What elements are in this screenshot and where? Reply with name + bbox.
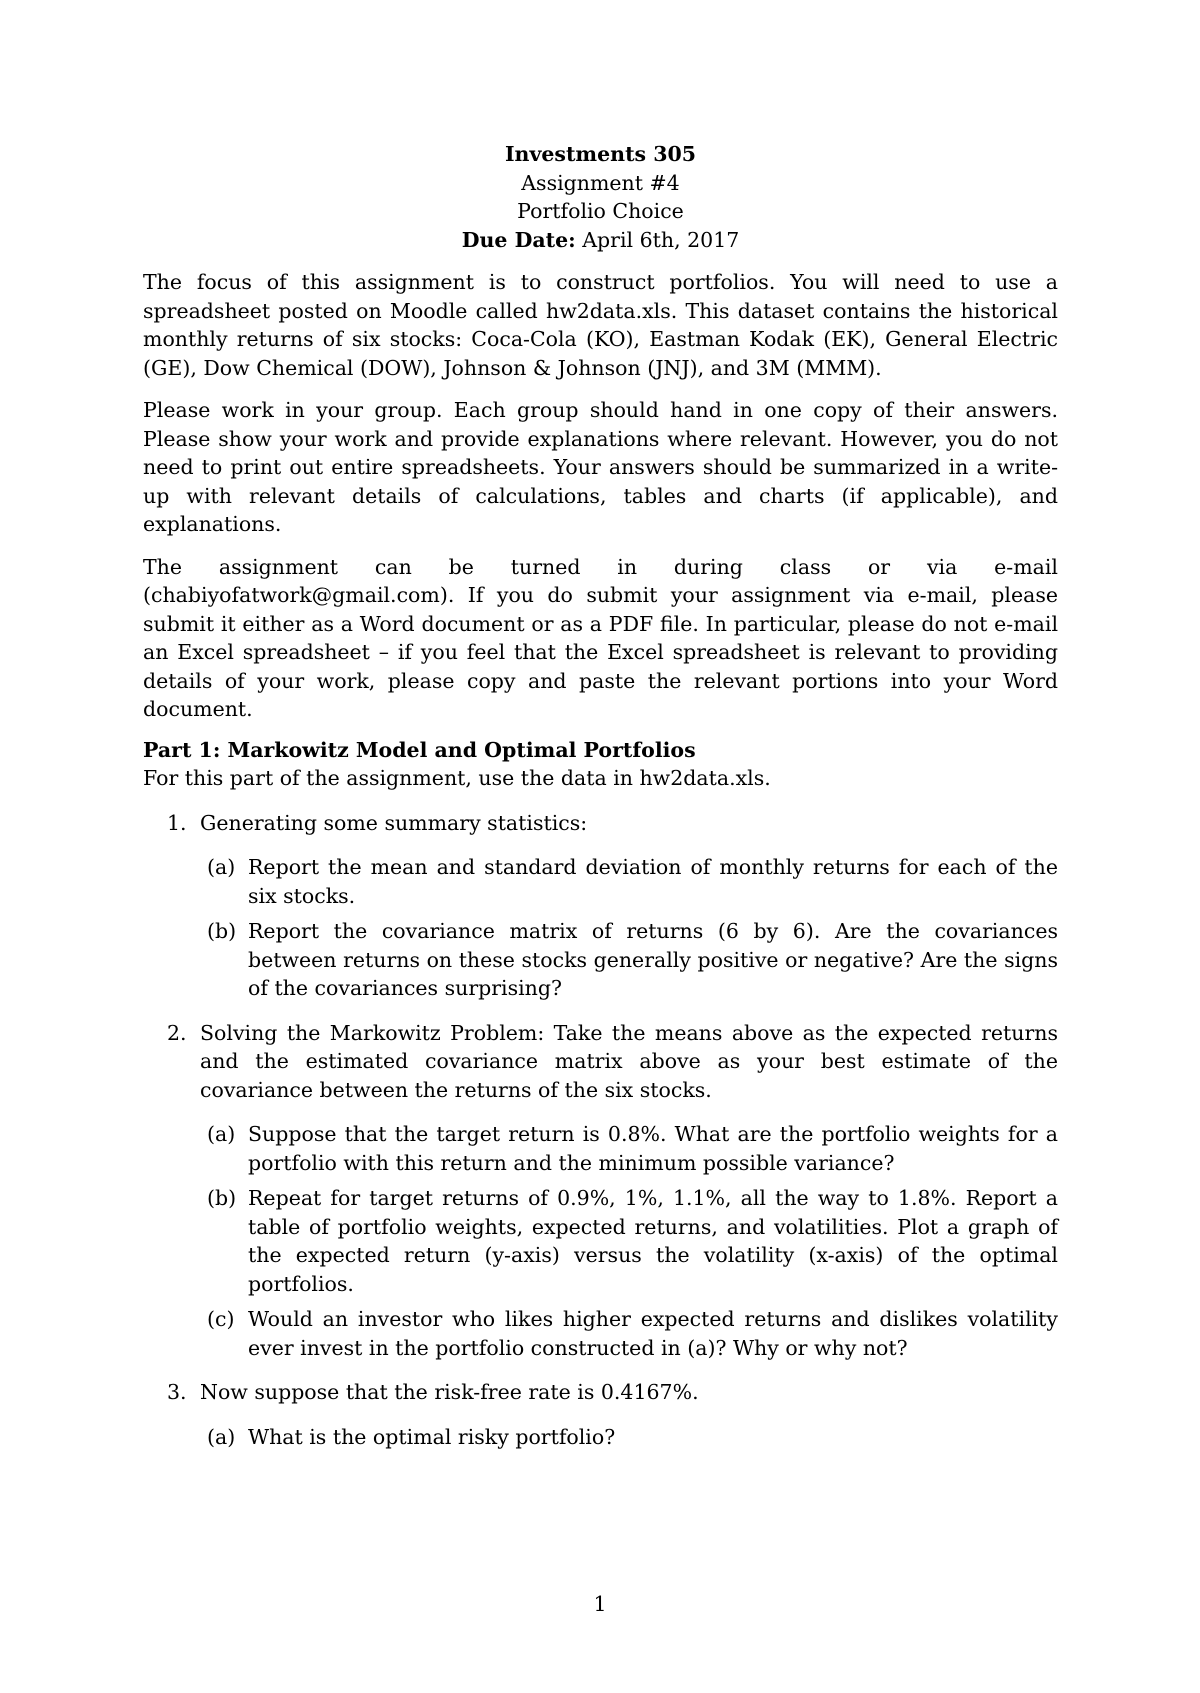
page-number: 1 [593, 1592, 607, 1616]
question-2a [143, 1120, 1058, 1177]
question-number: 1. [167, 810, 187, 835]
question-3a [143, 1423, 1058, 1452]
subquestion-text: What is the optimal risky portfolio? [248, 1424, 616, 1449]
intro-paragraph-1: The focus of this assignment is to construct portfolios. You will need to use a spreadsheet posted on Moodle called hw2data.xls. This dataset contains the historical monthly returns of six stocks: Coca-Cola (KO), Eastman Kodak (EK), General Electric (GE), Dow Chemical (DOW), Johnson & Johnson (JNJ), and 3M (MMM). [143, 270, 1058, 380]
due-date-value: April 6th, 2017 [582, 227, 740, 252]
part1-intro: For this part of the assignment, use the data in hw2data.xls. [143, 766, 771, 790]
subquestion-text: Report the covariance matrix of returns (6 by 6). Are the covariances between returns on these stocks generally positive or negative? Are the signs of the covariances surprising? [248, 919, 1058, 1000]
question-text: Now suppose that the risk-free rate is 0.4167%. [200, 1380, 699, 1404]
intro-paragraph-2: Please work in your group. Each group should hand in one copy of their answers. Please show your work and provide explanations where relevant. However, you do not need to print out entire spreadsheets. Your answers should be summarized in a write-up with relevant details of calculations, tables and charts (if applicable), and explanations. [143, 398, 1058, 536]
subquestion-text: Report the mean and standard deviation of monthly returns for each of the six stocks. [248, 855, 1058, 908]
subquestion-text: Would an investor who likes higher expected returns and dislikes volatility ever invest in the portfolio constructed in (a)? Why or why not? [248, 1307, 1058, 1360]
question-2b [143, 1184, 1058, 1298]
assignment-topic: Portfolio Choice [517, 199, 684, 223]
intro-paragraph-3: The assignment can be turned in during class or via e-mail (chabiyofatwork@gmail.com). If you do submit your assignment via e-mail, please submit it either as a Word document or as a PDF file. In particular, please do not e-mail an Excel spreadsheet – if you feel that the Excel spreadsheet is relevant to providing details of your work, please copy and paste the relevant portions into your Word document. [143, 554, 1058, 721]
subquestion-label: (a) [207, 855, 236, 879]
subquestion-label: (a) [207, 1424, 236, 1449]
question-text: Generating some summary statistics: [200, 810, 588, 835]
subquestion-label: (b) [207, 919, 237, 943]
document-page [0, 140, 1200, 1693]
question-number: 2. [167, 1020, 187, 1045]
subquestion-text: Suppose that the target return is 0.8%. What are the portfolio weights for a portfolio with this return and the minimum possible variance? [248, 1122, 1058, 1175]
document-header [143, 140, 1058, 254]
question-1 [143, 809, 1058, 838]
question-1a [143, 853, 1058, 910]
question-3 [143, 1378, 1058, 1407]
question-text: Solving the Markowitz Problem: Take the means above as the expected returns and the estimated covariance matrix above as your best estimate of the covariance between the returns of the six stocks. [200, 1020, 1058, 1102]
course-title: Investments 305 [504, 142, 697, 166]
subquestion-label: (a) [207, 1122, 236, 1146]
due-date-label: Due Date: [461, 227, 576, 252]
part1-title: Part 1: Markowitz Model and Optimal Portfolios [143, 737, 696, 762]
subquestion-label: (c) [207, 1307, 235, 1331]
subquestion-text: Repeat for target returns of 0.9%, 1%, 1.1%, all the way to 1.8%. Report a table of portfolio weights, expected returns, and volatilities. Plot a graph of the expected return (y-axis) versus the volatility (x-axis) of the optimal portfolios. [248, 1186, 1058, 1296]
due-date-line [143, 226, 1058, 255]
subquestion-label: (b) [207, 1186, 237, 1210]
question-1b [143, 917, 1058, 1003]
question-2c [143, 1305, 1058, 1362]
question-number: 3. [167, 1380, 187, 1404]
question-2 [143, 1019, 1058, 1105]
assignment-number: Assignment #4 [521, 170, 680, 195]
